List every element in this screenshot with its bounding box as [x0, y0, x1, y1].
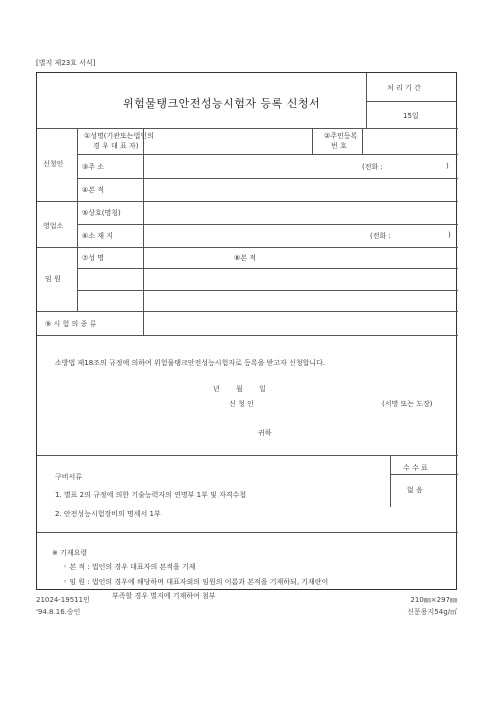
office-trade-name-field[interactable] [145, 202, 457, 223]
fee-label: 수 수 료 [403, 464, 428, 472]
office-phone-label: (전화 : [370, 232, 391, 240]
document-item-1: 1. 별표 2의 규정에 의한 기술능력자의 연명부 1부 및 자격수첩 [55, 491, 247, 499]
declaration-addressee: 귀하 [258, 429, 272, 437]
declaration-applicant: 신 청 인 [229, 400, 254, 408]
notes-item-2-cont: 부족할 경우 별지에 기재하여 첨부 [112, 592, 216, 600]
notes-heading: ※ 기재요령 [52, 549, 88, 557]
documents-heading: 구비서류 [55, 473, 83, 481]
paper-type: 신문용지54g/㎡ [407, 608, 457, 616]
processing-period-value: 15일 [403, 112, 419, 120]
declaration-date: 년 월 일 [213, 385, 266, 393]
paper-size: 210㎜×297㎜ [410, 596, 457, 604]
applicant-domicile-field[interactable] [145, 179, 457, 200]
form-number-label: [별지 제23호 서식] [36, 59, 96, 67]
processing-period-label: 처 리 기 간 [387, 84, 421, 92]
office-section-label: 영업소 [43, 222, 64, 230]
officer-row[interactable] [79, 291, 457, 310]
applicant-address-field[interactable] [145, 155, 355, 177]
fee-value: 없 음 [407, 486, 423, 494]
notes-item-2: ◦ 임 원 : 법인의 경우에 해당하며 대표자외의 임원의 이름과 본적을 기재하되, 기재란이 [63, 578, 329, 586]
applicant-section-label: 신청인 [43, 160, 64, 168]
applicant-id-field[interactable] [364, 129, 456, 154]
applicant-name-label: ①성명(기관또는법인의 [84, 132, 154, 140]
office-location-field[interactable] [145, 225, 365, 246]
officers-section-label: 임 원 [45, 275, 61, 283]
applicant-id-label: ②주민등록 [324, 132, 358, 140]
declaration-text: 소방법 제18조의 규정에 의하여 위험물탱크안전성능시험자로 등록을 받고자 신청합니다. [55, 359, 326, 367]
office-location-label: ⑥소 재 지 [82, 232, 114, 240]
applicant-phone-label: (전화 : [362, 163, 383, 171]
officers-name-label: ⑦성 명 [82, 254, 105, 262]
notes-item-1: ◦ 본 적 : 법인의 경우 대표자의 본적을 기재 [63, 563, 196, 571]
test-type-field[interactable] [145, 312, 457, 334]
form-code: 21024-19511민 [36, 596, 90, 604]
office-trade-name-label: ⑤상호(명칭) [82, 209, 121, 217]
office-phone-close: ) [448, 231, 451, 239]
declaration-sign: (서명 또는 도장) [382, 400, 433, 408]
applicant-phone-close: ) [446, 162, 449, 170]
applicant-domicile-label: ④본 적 [82, 186, 105, 194]
document-item-2: 2. 안전성능시험장비의 명세서 1부 [55, 510, 161, 518]
approval-date: '94.8.16.승인 [36, 608, 81, 616]
officers-domicile-label: ⑧본 적 [234, 254, 257, 262]
applicant-address-label: ③주 소 [82, 163, 105, 171]
applicant-name-field[interactable] [145, 129, 310, 154]
officer-row[interactable] [79, 269, 457, 289]
applicant-name-label-sub: 경 우 대 표 자) [93, 142, 139, 150]
form-title: 위험물탱크안전성능시험자 등록 신청서 [123, 97, 321, 110]
test-type-label: ⑨ 시 험 의 종 류 [45, 320, 97, 328]
applicant-id-label-sub: 번 호 [331, 142, 347, 150]
